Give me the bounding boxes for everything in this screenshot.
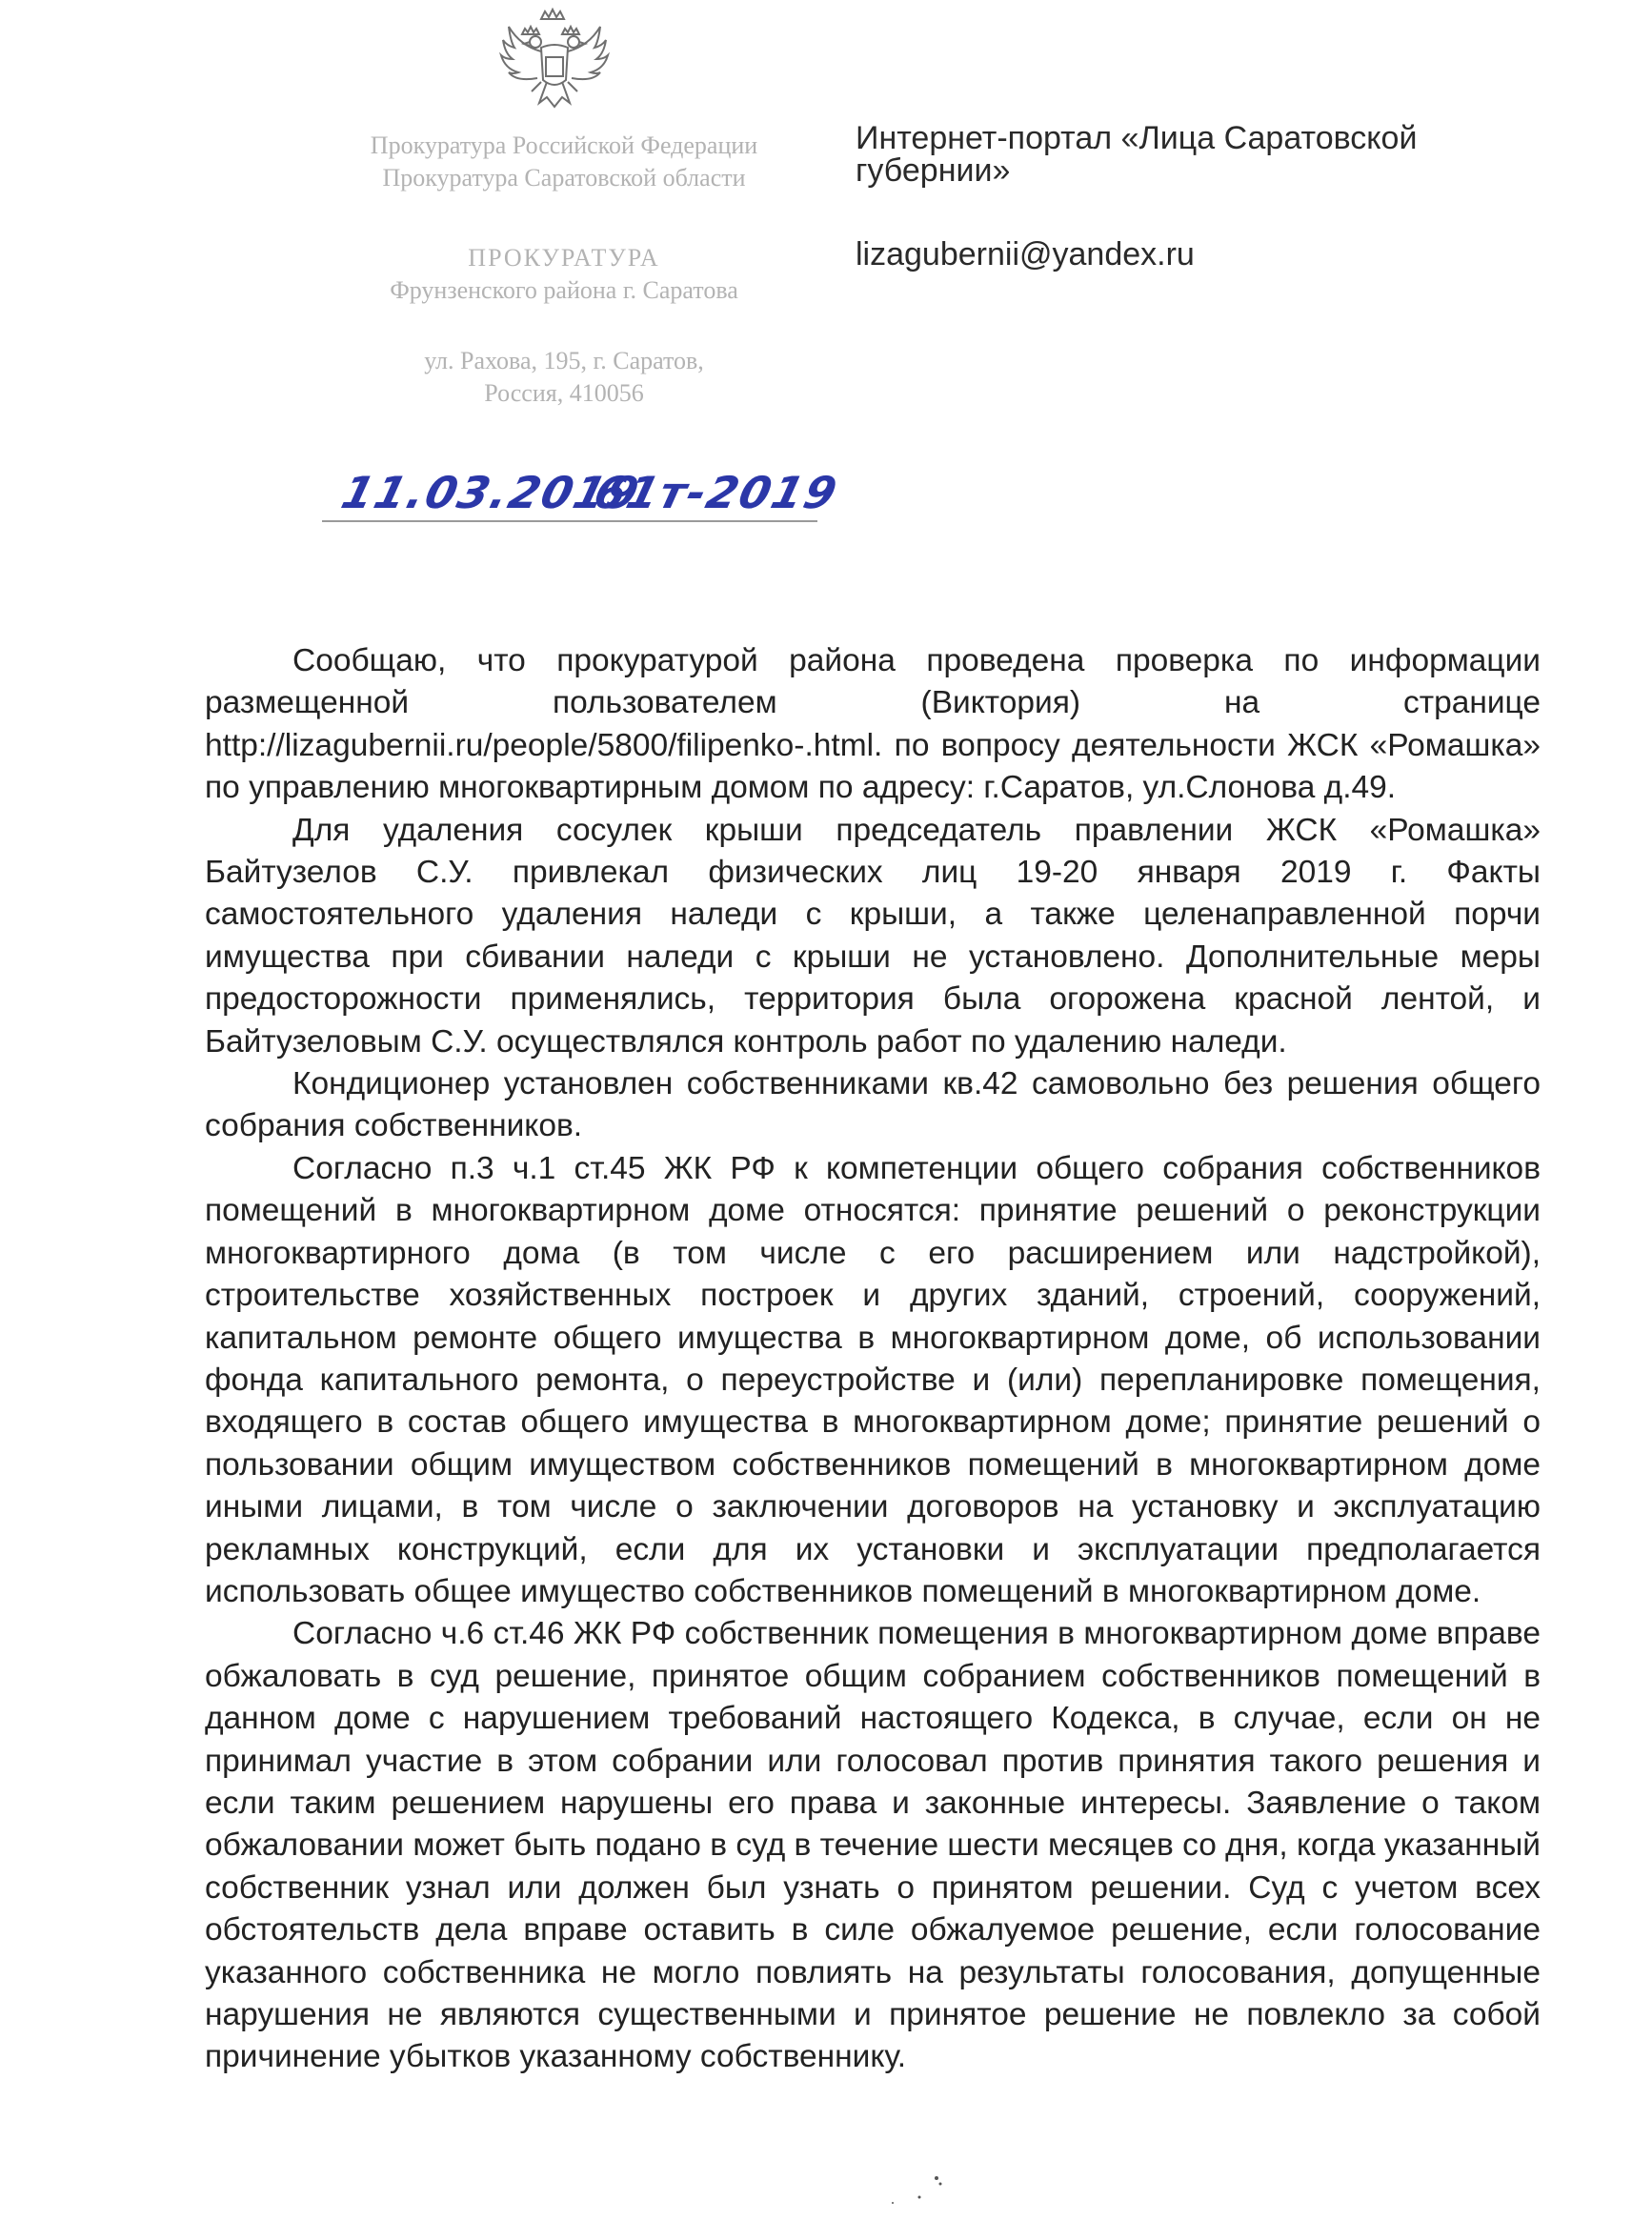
letter-body [205,640,1541,2079]
sender-org-line-1: Прокуратура Российской Федерации [370,131,758,159]
body-paragraph-2: Для удаления сосулек крыши председатель правлении ЖСК «Ромашка» Байтузелов С.У. привлекал физических лиц 19-20 января 2019 г. Факты самостоятельного удаления наледи с крыши, а также целенаправленной порчи имущества при сбивании наледи с крыши не установлено. Дополнительные меры предосторожности применялись, территория была огорожена красной лентой, и Байтузеловым С.У. осуществлялся контроль работ по удалению наледи. [205,812,1541,1060]
registration-number: 61т-2019 [589,467,844,518]
body-paragraph-5: Согласно ч.6 ст.46 ЖК РФ собственник помещения в многоквартирном доме вправе обжаловать в суд решение, принятое общим собранием собственников помещений в данном доме с нарушением требований настоящего Кодекса, в случае, если он не принимал участие в этом собрании или голосовал против принятия такого решения и если таким решением нарушены его права и законные интересы. Заявление о таком обжаловании может быть подано в суд в течение шести месяцев со дня, когда указанный собственник узнал или должен был узнать о принятом решении. Суд с учетом всех обстоятельств дела вправе оставить в силе обжалуемое решение, если голосование указанного собственника не могло повлиять на результаты голосования, допущенные нарушения не являются существенными и принятое решение не повлекло за собой причинение убытков указанному собственнику. [205,1616,1541,2075]
sender-org-line-2: Прокуратура Саратовской области [382,164,746,192]
body-paragraph-1: Сообщаю, что прокуратурой района проведена проверка по информации размещенной пользователем (Виктория) на странице http://lizagubernii.ru/people/5800/filipenko-.html. по вопросу деятельности ЖСК «Ромашка» по управлению многоквартирным домом по адресу: г.Саратов, ул.Слонова д.49. [205,643,1541,806]
body-paragraph-3: Кондиционер установлен собственниками кв.42 самовольно без решения общего собрания собственников. [205,1066,1541,1144]
recipient-block [856,122,1580,271]
scan-smudge [881,2171,957,2209]
recipient-name: Интернет-портал «Лица Саратовской губернии» [856,120,1418,189]
sender-prok-title: ПРОКУРАТУРА [468,244,660,272]
recipient-email: lizagubernii@yandex.ru [856,236,1195,273]
double-headed-eagle-emblem [494,6,615,128]
sender-address-line-1: ул. Рахова, 195, г. Саратов, [424,347,704,374]
sender-district: Фрунзенского района г. Саратова [390,276,738,304]
sender-address-line-2: Россия, 410056 [484,379,644,407]
sender-block [278,130,850,410]
body-paragraph-4: Согласно п.3 ч.1 ст.45 ЖК РФ к компетенции общего собрания собственников помещений в многоквартирном доме относятся: принятие решений о реконструкции многоквартирного дома (в том числе с его расширением или надстройкой), строительстве хозяйственных построек и других зданий, строений, сооружений, капитальном ремонте общего имущества в многоквартирном доме, об использовании фонда капитального ремонта, о переустройстве и (или) перепланировке помещения, входящего в состав общего имущества в многоквартирном доме; принятие решений о пользовании общим имуществом собственников помещений в многоквартирном доме иными лицами, в том числе о заключении договоров на установку и эксплуатацию рекламных конструкций, если для их установки и эксплуатации предполагается использовать общее имущество собственников помещений в многоквартирном доме. [205,1150,1541,1609]
registration-date: 11.03.2019 [336,467,646,518]
